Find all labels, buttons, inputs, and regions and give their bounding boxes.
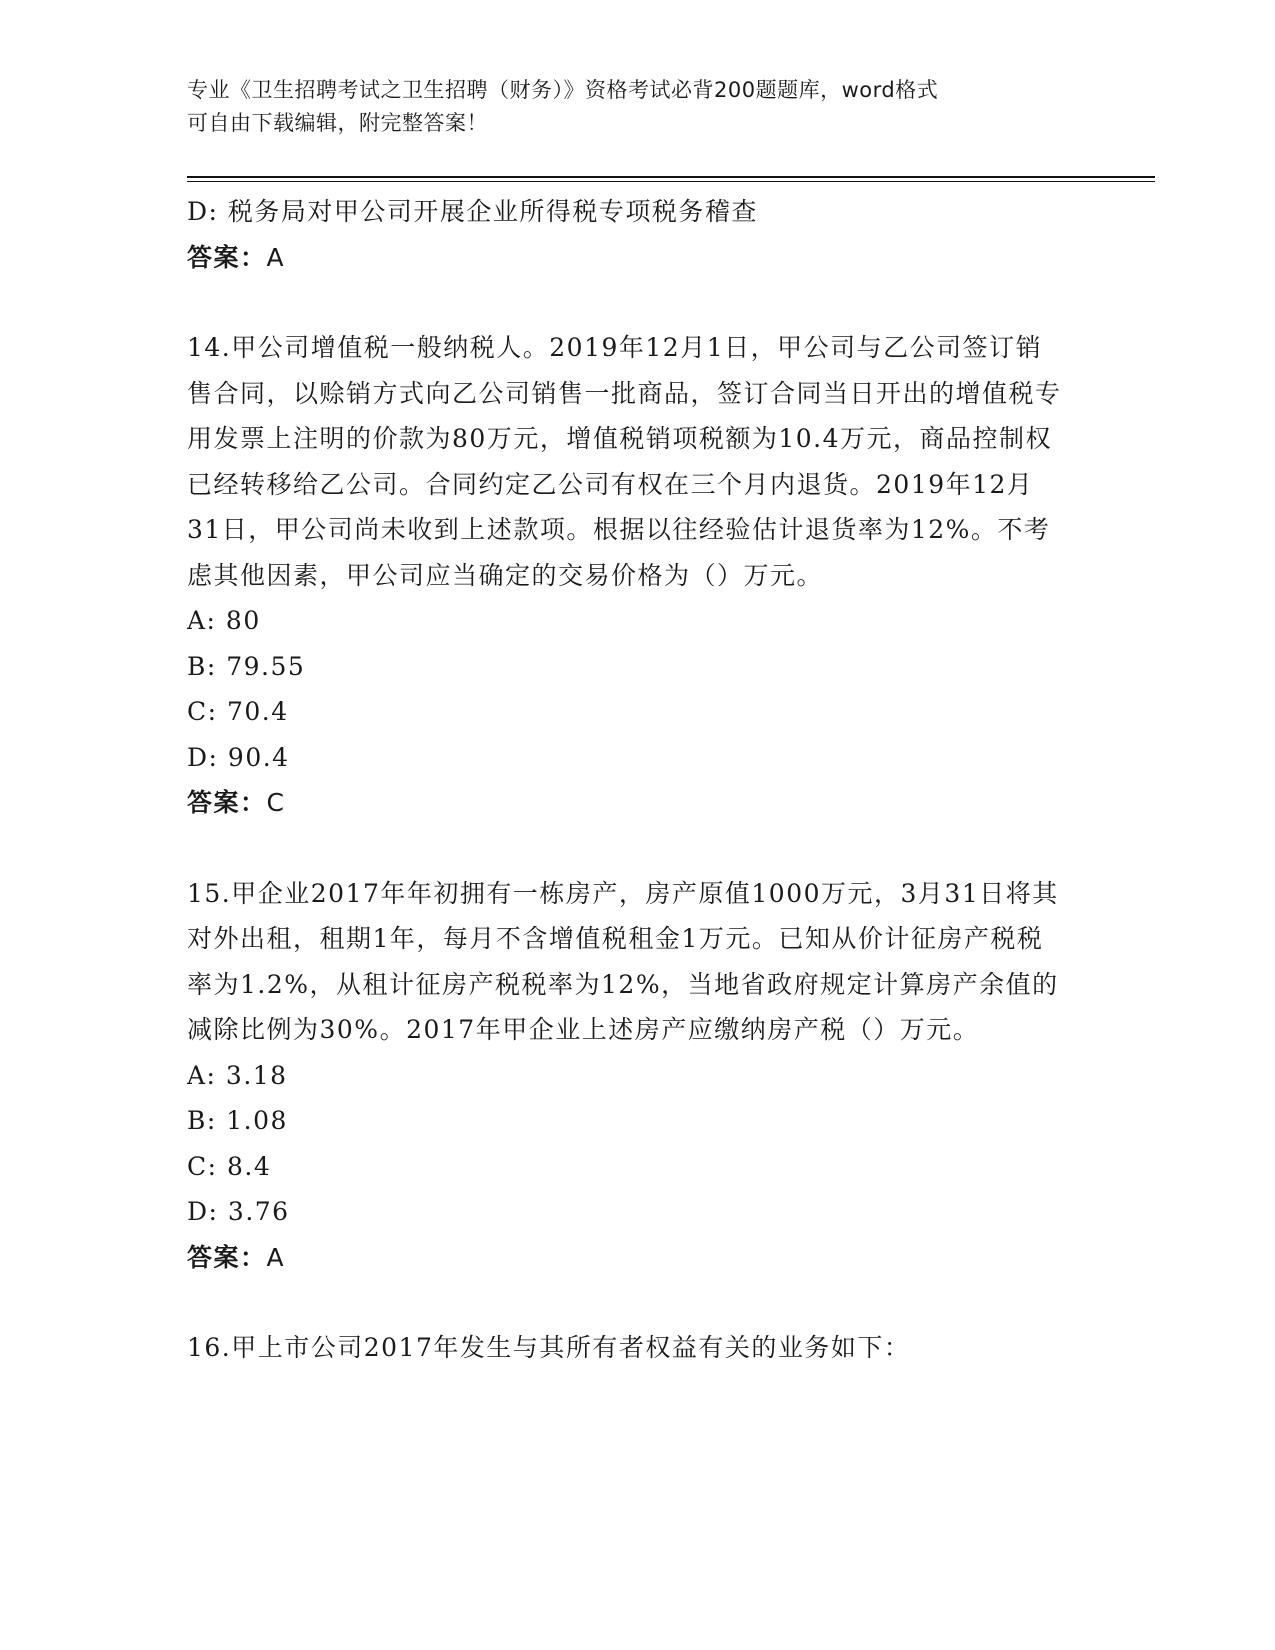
question-14-stem: 14.甲公司增值税一般纳税人。2019年12月1日，甲公司与乙公司签订销售合同，以赊销方式向乙公司销售一批商品，签订合同当日开出的增值税专用发票上注明的价款为80万元，增值税销项税额为10.4万元，商品控制权已经转移给乙公司。合同约定乙公司有权在三个月内退货。2019年12月31日，甲公司尚未收到上述款项。根据以往经验估计退货率为12%。不考虑其他因素，甲公司应当确定的交易价格为（）万元。	[187, 333, 1062, 590]
question-15-stem: 15.甲企业2017年年初拥有一栋房产，房产原值1000万元，3月31日将其对外出租，租期1年，每月不含增值税租金1万元。已知从价计征房产税税率为1.2%，从租计征房产税税率为12%，当地省政府规定计算房产余值的减除比例为30%。2017年甲企业上述房产应缴纳房产税（）万元。	[187, 878, 1059, 1044]
answer-label: 答案：	[187, 788, 267, 817]
question-15-option-c: C: 8.4	[187, 1151, 272, 1181]
question-14-option-c: C: 70.4	[187, 697, 289, 726]
spacer	[187, 826, 1067, 871]
spacer	[187, 1280, 1067, 1325]
prev-option-d: D: 税务局对甲公司开展企业所得税专项税务稽查	[187, 197, 758, 226]
question-14-answer	[187, 780, 1067, 826]
document-body	[187, 189, 1067, 1371]
header-rule-thin	[187, 181, 1155, 182]
question-15-option-b: B: 1.08	[187, 1106, 288, 1135]
question-14-option-a: A: 80	[187, 606, 261, 635]
header-line-1: 专业《卫生招聘考试之卫生招聘（财务）》资格考试必背200题题库，word格式	[187, 78, 939, 102]
answer-label: 答案：	[187, 1242, 267, 1272]
answer-value: C	[266, 788, 286, 817]
question-15-answer	[187, 1235, 1067, 1281]
question-15-option-a: A: 3.18	[187, 1060, 288, 1090]
header-line-2: 可自由下载编辑，附完整答案！	[187, 111, 488, 135]
answer-value: A	[266, 242, 286, 272]
document-header	[187, 74, 1087, 140]
spacer	[187, 280, 1067, 325]
answer-value: A	[266, 1242, 286, 1272]
question-16-stem: 16.甲上市公司2017年发生与其所有者权益有关的业务如下：	[187, 1333, 911, 1362]
question-15-option-d: D: 3.76	[187, 1197, 290, 1226]
question-14-option-d: D: 90.4	[187, 742, 290, 772]
header-rule-thick	[187, 176, 1155, 178]
prev-answer	[187, 235, 1067, 281]
question-14-option-b: B: 79.55	[187, 651, 306, 681]
answer-label: 答案：	[187, 242, 267, 272]
